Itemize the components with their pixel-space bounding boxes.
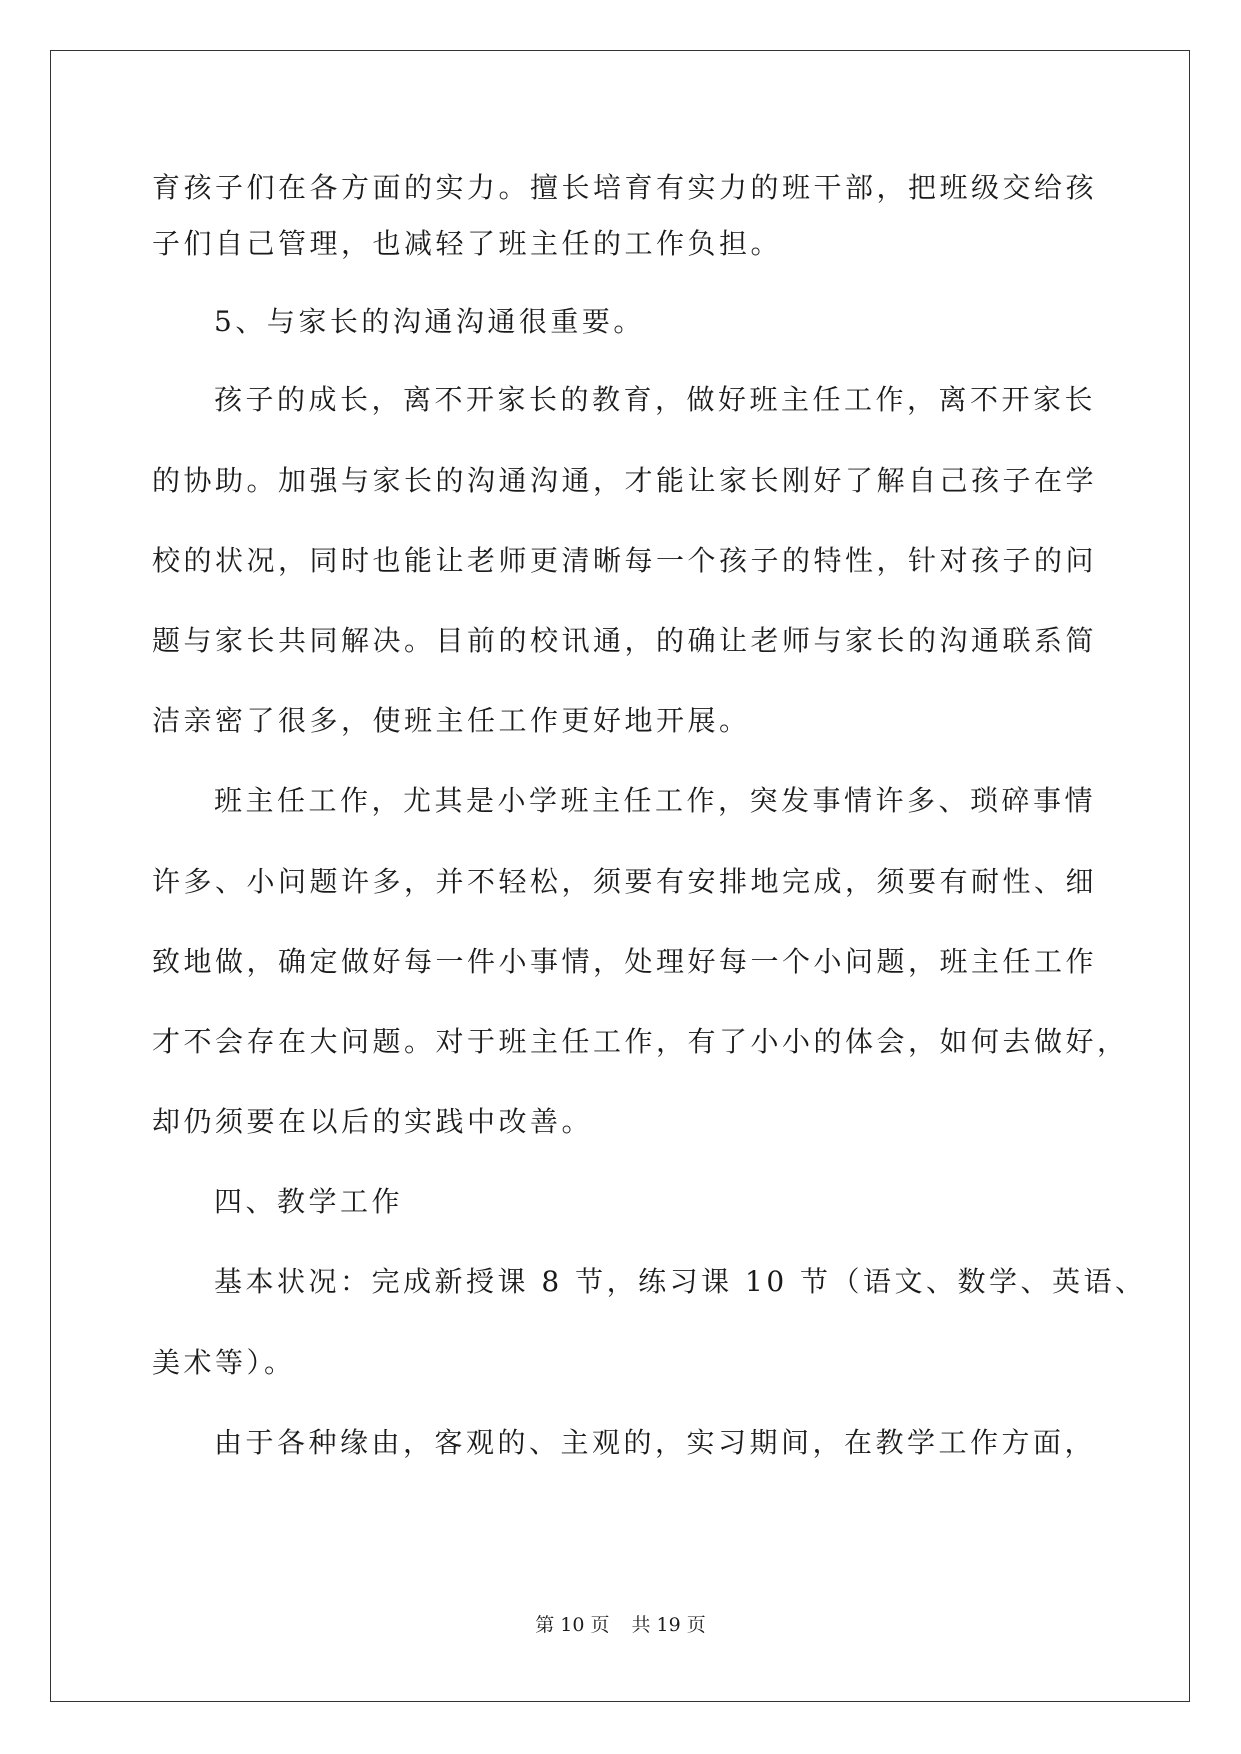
page-footer: [0, 1612, 1241, 1638]
text-line: 班主任工作，尤其是小学班主任工作，突发事情许多、琐碎事情: [214, 784, 1097, 817]
text-line: 许多、小问题许多，并不轻松，须要有安排地完成，须要有耐性、细: [152, 865, 1098, 898]
text-line: 洁亲密了很多，使班主任工作更好地开展。: [152, 704, 751, 737]
page-number: 第 10 页: [535, 1614, 610, 1636]
text-line: 致地做，确定做好每一件小事情，处理好每一个小问题，班主任工作: [152, 945, 1098, 978]
text-line: 校的状况，同时也能让老师更清晰每一个孩子的特性，针对孩子的问: [152, 544, 1098, 577]
text-line: 基本状况：完成新授课 8 节，练习课 10 节（语文、数学、英语、: [214, 1265, 1147, 1298]
text-line: 题与家长共同解决。目前的校讯通，的确让老师与家长的沟通联系简: [152, 624, 1098, 657]
page-total: 共 19 页: [631, 1614, 706, 1636]
text-line: 子们自己管理，也减轻了班主任的工作负担。: [152, 227, 783, 260]
text-line: 的协助。加强与家长的沟通沟通，才能让家长刚好了解自己孩子在学: [152, 464, 1098, 497]
text-line: 才不会存在大问题。对于班主任工作，有了小小的体会，如何去做好，: [152, 1025, 1129, 1058]
section-heading: 四、教学工作: [214, 1185, 404, 1218]
section-heading: 5、与家长的沟通沟通很重要。: [214, 305, 645, 338]
text-line: 由于各种缘由，客观的、主观的，实习期间，在教学工作方面，: [214, 1426, 1097, 1459]
text-line: 育孩子们在各方面的实力。擅长培育有实力的班干部，把班级交给孩: [152, 171, 1098, 204]
text-line: 却仍须要在以后的实践中改善。: [152, 1105, 594, 1138]
text-line: 孩子的成长，离不开家长的教育，做好班主任工作，离不开家长: [214, 383, 1097, 416]
text-line: 美术等）。: [152, 1346, 296, 1379]
